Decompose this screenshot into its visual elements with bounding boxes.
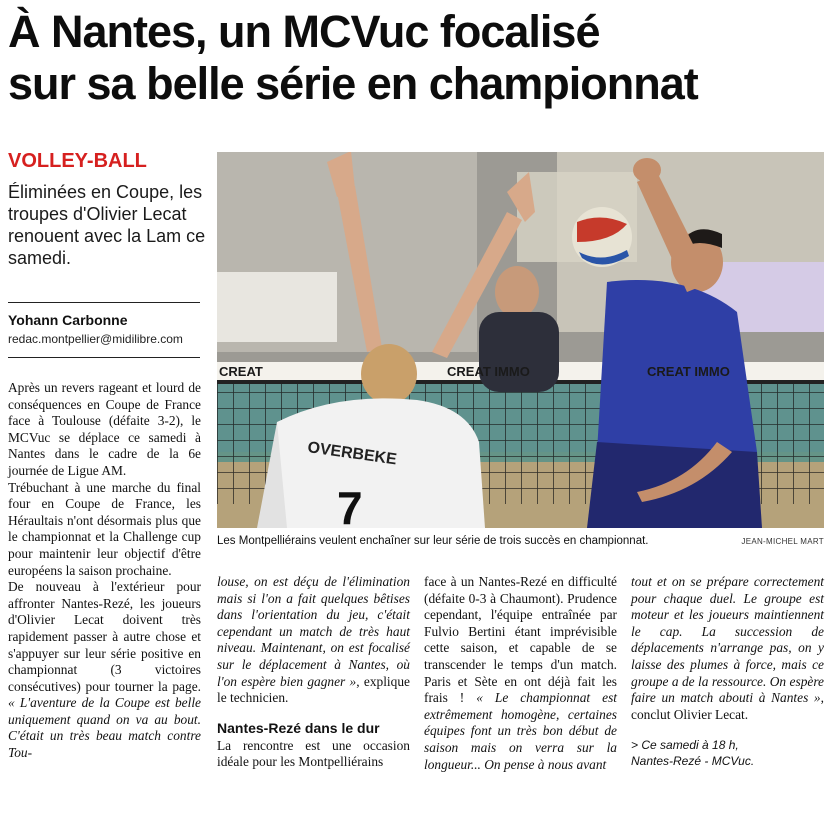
article-column-2 [217, 574, 410, 771]
jersey-name: OVERBEKE [306, 439, 398, 469]
standfirst: Éliminées en Coupe, les troupes d'Olivier Lecat renouent avec la Lam ce samedi. [8, 182, 206, 268]
banner-text: CREAT [219, 364, 263, 379]
quote: tout et on se prépare correctement pour chaque duel. Le groupe est moteur et les joueurs maintiennent le cap. La succession de déplacements n'arrange pas, on y laisse des plumes à force, mais ce groupe a de la ressource. On espère faire un match abouti à Nantes » [631, 574, 824, 706]
author-name: Yohann Carbonne [8, 312, 128, 328]
subheading: Nantes-Rezé dans le dur [217, 719, 380, 736]
match-info [631, 737, 824, 769]
headline-line-2: sur sa belle série en championnat [8, 58, 698, 109]
paragraph-text: De nouveau à l'extérieur pour affronter Nantes-Rezé, les joueurs d'Olivier Lecat doivent très rapidement passer à autre chose et s'appuyer sur leur série positive en championnat (3 victoires consécutives) pour tourner la page. [8, 579, 201, 694]
headline-line-1: À Nantes, un MCVuc focalisé [8, 6, 600, 57]
article-photo [217, 152, 824, 528]
banner-text: CREAT IMMO [647, 364, 730, 379]
paragraph [217, 574, 410, 707]
photo-credit: JEAN-MICHEL MART [741, 537, 824, 546]
divider-rule [8, 357, 200, 358]
quote: louse, on est déçu de l'élimination mais si l'on a fait quelques bêtises dans l'orientation du jeu, c'était cependant un match de très haut niveau. Maintenant, on est focalisé sur le déplacement à Nantes, où l'on espère bien gagner » [217, 574, 410, 689]
photo-caption: Les Montpelliérains veulent enchaîner sur leur série de trois succès en championnat. [217, 535, 649, 547]
paragraph-text: , explique le technicien. [217, 673, 410, 706]
paragraph-text: , conclut Olivier Lecat. [631, 690, 824, 722]
paragraph [8, 579, 201, 762]
article-column-3 [424, 574, 617, 773]
divider-rule [8, 302, 200, 303]
banner-text: CREAT IMMO [447, 364, 530, 379]
paragraph: Trébuchant à une marche du final four en Coupe de France, les Héraultais n'ont désormais plus que le championnat et la Challenge cup pour maintenir leur objectif d'être européens la saison prochaine. [8, 479, 201, 578]
paragraph [424, 574, 617, 773]
quote: « L'aventure de la Coupe est belle uniquement quand on va au bout. C'était un très beau match contre Tou- [8, 695, 201, 761]
author-email: redac.montpellier@midilibre.com [8, 332, 183, 346]
paragraph-text: face à un Nantes-Rezé en difficulté (défaite 0-3 à Chaumont). Prudence cependant, l'équipe entraînée par Fulvio Bertini étant imprévisible cette saison, et capable de se transcender le temps d'un match. Paris et Sète en ont déjà fait les frais ! [424, 574, 617, 706]
headline [8, 6, 828, 110]
paragraph [631, 574, 824, 723]
article-column-4 [631, 574, 824, 769]
paragraph: Après un revers rageant et lourd de conséquences en Coupe de France face à Toulouse (défaite 3-2), le MCVuc se déplace ce samedi à Nantes dans le cadre de la 6e journée de Ligue AM. [8, 380, 201, 478]
paragraph: La rencontre est une occasion idéale pour les Montpelliérains [217, 737, 410, 770]
jersey-number: 7 [337, 482, 363, 528]
article-column-1 [8, 380, 201, 762]
section-kicker: VOLLEY-BALL [8, 150, 147, 172]
quote: « Le championnat est extrêmement homogène, certaines équipes font un très bon début de saison mais on verra sur la longueur... On pense à nous avant [424, 690, 617, 772]
match-info-time: > Ce samedi à 18 h, [631, 738, 739, 753]
match-info-teams: Nantes-Rezé - MCVuc. [631, 754, 755, 769]
volleyball-action-photo [217, 152, 824, 528]
